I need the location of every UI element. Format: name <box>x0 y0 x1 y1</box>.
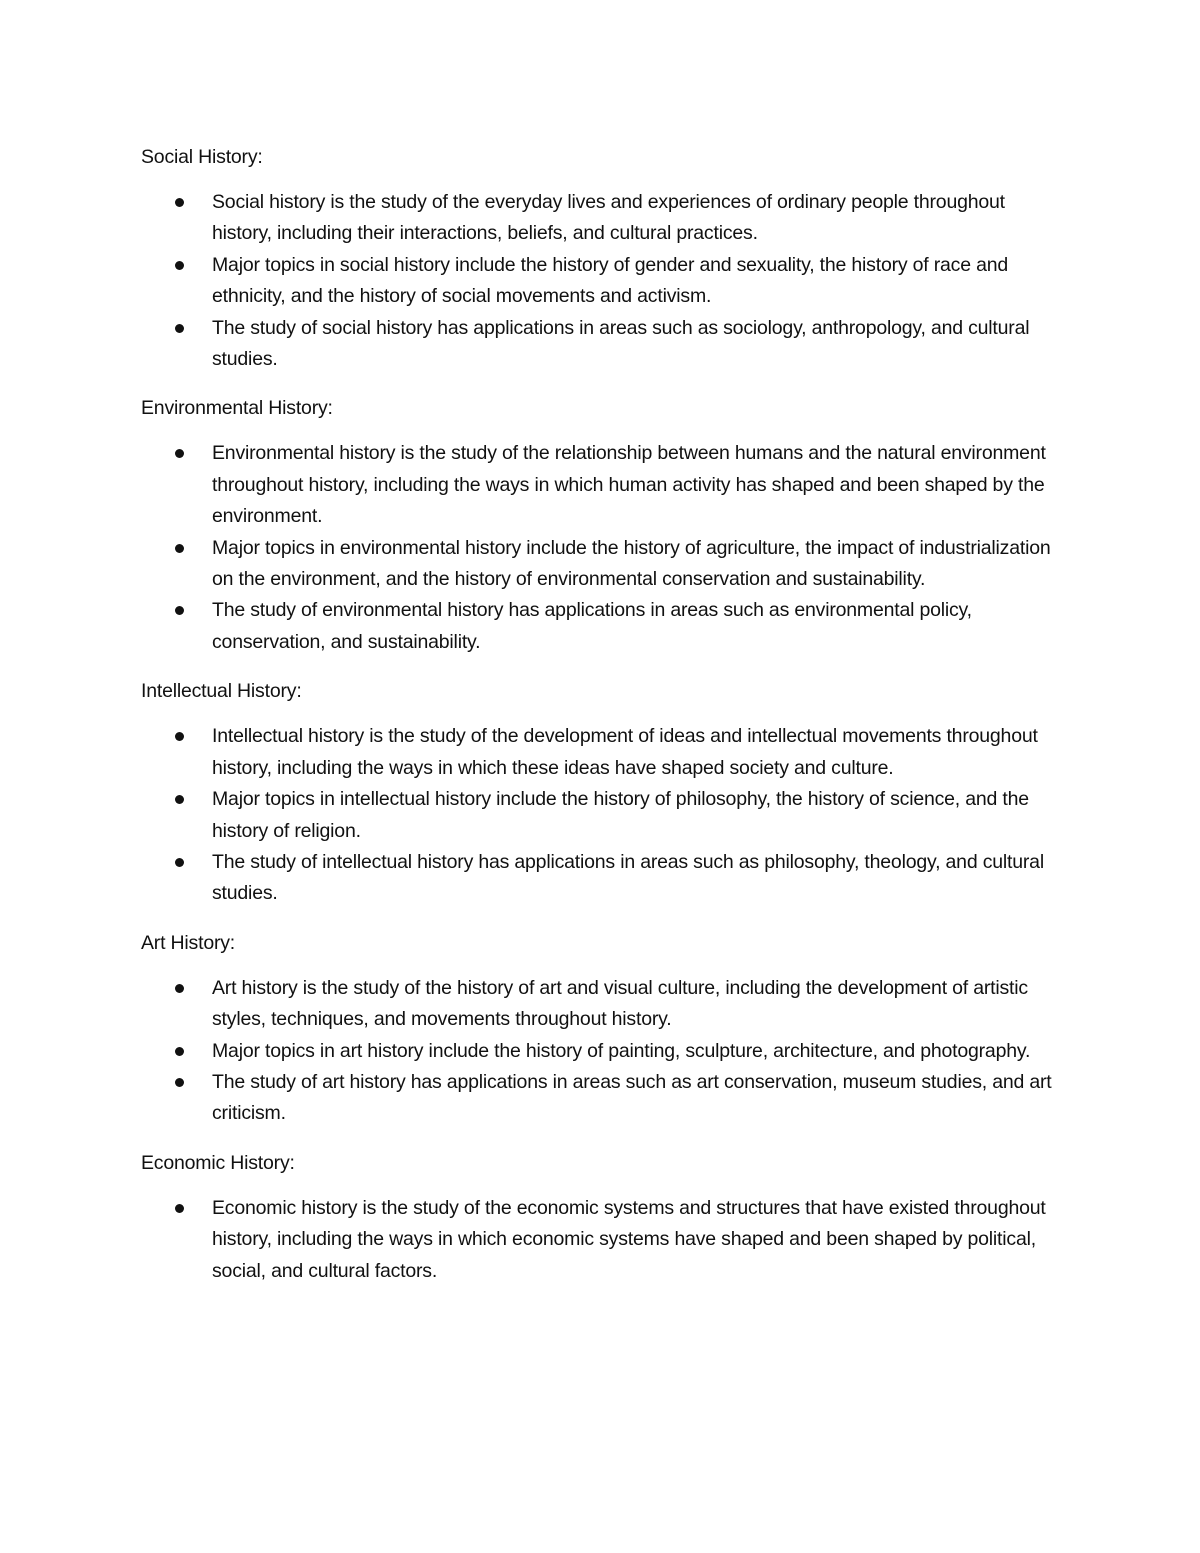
bullet-item <box>141 595 1066 658</box>
bullet-icon <box>175 261 184 270</box>
bullet-text: The study of art history has applications in areas such as art conservation, museum studies, and art criticism. <box>212 1070 1052 1125</box>
bullet-icon <box>175 544 184 553</box>
bullet-list <box>141 438 1066 658</box>
bullet-text: Major topics in intellectual history include the history of philosophy, the history of science, and the history of religion. <box>212 788 1029 842</box>
section-heading: Art History: <box>141 931 236 954</box>
bullet-text: The study of social history has applications in areas such as sociology, anthropology, and cultural studies. <box>212 316 1030 371</box>
bullet-icon <box>175 198 184 207</box>
bullet-item <box>141 1193 1066 1287</box>
section-social-history <box>141 141 1066 375</box>
section-economic-history <box>141 1147 1066 1287</box>
bullet-icon <box>175 858 184 867</box>
bullet-text: Art history is the study of the history of art and visual culture, including the development of artistic styles, techniques, and movements throughout history. <box>212 976 1028 1031</box>
bullet-icon <box>175 1047 184 1056</box>
bullet-item <box>141 313 1066 376</box>
bullet-item <box>141 187 1066 250</box>
bullet-icon <box>175 324 184 333</box>
bullet-item <box>141 784 1066 847</box>
bullet-icon <box>175 984 184 993</box>
bullet-icon <box>175 449 184 458</box>
bullet-item <box>141 973 1066 1036</box>
section-heading: Intellectual History: <box>141 680 302 703</box>
bullet-icon <box>175 1204 184 1213</box>
bullet-list <box>141 187 1066 375</box>
bullet-list <box>141 973 1066 1130</box>
bullet-icon <box>175 795 184 804</box>
bullet-icon <box>175 606 184 615</box>
bullet-text: Intellectual history is the study of the development of ideas and intellectual movements throughout history, including the ways in which these ideas have shaped society and culture. <box>212 725 1038 779</box>
document-body <box>141 141 1066 1304</box>
section-art-history <box>141 927 1066 1130</box>
bullet-item <box>141 847 1066 910</box>
bullet-item <box>141 1067 1066 1130</box>
bullet-text: Major topics in environmental history include the history of agriculture, the impact of industrialization on the environment, and the history of environmental conservation and sustainability. <box>212 536 1051 591</box>
bullet-text: Major topics in art history include the history of painting, sculpture, architecture, and photography. <box>212 1039 1031 1062</box>
bullet-text: The study of intellectual history has applications in areas such as philosophy, theology, and cultural studies. <box>212 850 1044 905</box>
bullet-icon <box>175 1078 184 1087</box>
bullet-icon <box>175 732 184 741</box>
bullet-item <box>141 533 1066 596</box>
bullet-list <box>141 1193 1066 1287</box>
bullet-list <box>141 721 1066 909</box>
bullet-text: Economic history is the study of the economic systems and structures that have existed throughout history, including the ways in which economic systems have shaped and been shaped by political, social, and cultural factors. <box>212 1196 1046 1282</box>
section-environmental-history <box>141 392 1066 658</box>
section-heading: Environmental History: <box>141 397 333 420</box>
section-heading: Social History: <box>141 146 263 168</box>
bullet-text: The study of environmental history has applications in areas such as environmental policy, conservation, and sustainability. <box>212 599 972 653</box>
bullet-text: Major topics in social history include the history of gender and sexuality, the history of race and ethnicity, and the history of social movements and activism. <box>212 253 1009 308</box>
section-heading: Economic History: <box>141 1151 295 1174</box>
bullet-item <box>141 250 1066 313</box>
bullet-item <box>141 721 1066 784</box>
bullet-text: Social history is the study of the everyday lives and experiences of ordinary people throughout history, including their interactions, beliefs, and cultural practices. <box>212 191 1005 245</box>
section-intellectual-history <box>141 675 1066 909</box>
bullet-item <box>141 438 1066 532</box>
bullet-text: Environmental history is the study of the relationship between humans and the natural environment throughout history, including the ways in which human activity has shaped and been shaped by the environment. <box>212 442 1046 528</box>
bullet-item <box>141 1036 1066 1067</box>
